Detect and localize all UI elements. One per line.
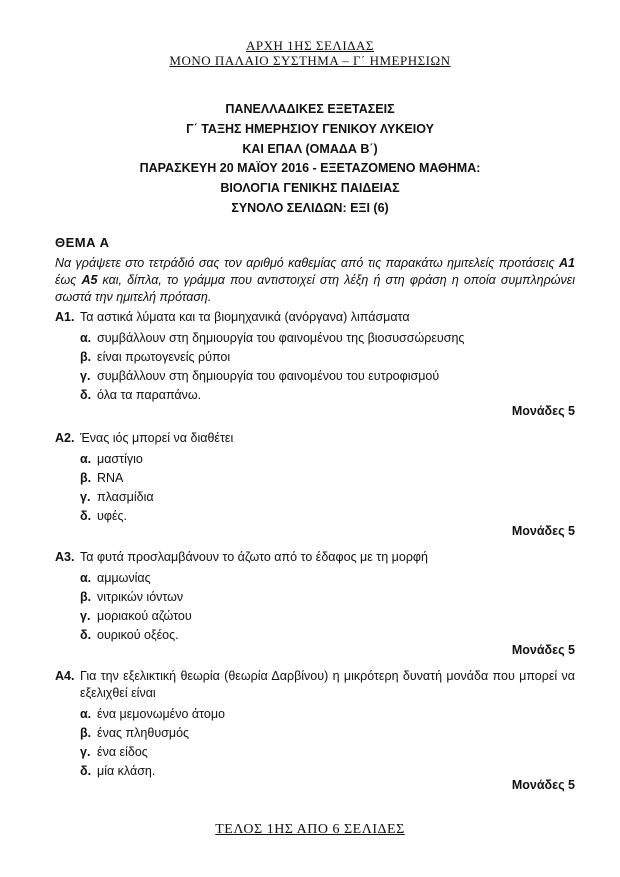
section-heading: ΘΕΜΑ Α bbox=[55, 235, 110, 250]
option-letter: β. bbox=[80, 726, 92, 740]
exam-title-block bbox=[0, 100, 620, 219]
instruction-ref: Α1 bbox=[559, 256, 575, 270]
answer-option bbox=[80, 608, 575, 625]
option-text: όλα τα παραπάνω. bbox=[97, 388, 202, 402]
instruction-ref: Α5 bbox=[81, 273, 98, 287]
option-text: RNA bbox=[97, 471, 124, 485]
instruction-text: έως bbox=[55, 273, 82, 287]
title-line: ΠΑΝΕΛΛΑΔΙΚΕΣ ΕΞΕΤΑΣΕΙΣ bbox=[225, 102, 395, 116]
question-number: Α3. bbox=[55, 550, 75, 564]
question-number: Α2. bbox=[55, 431, 75, 445]
option-letter: β. bbox=[80, 590, 92, 604]
option-text: υφές. bbox=[97, 509, 128, 523]
option-letter: γ. bbox=[80, 369, 91, 383]
question-a4 bbox=[55, 668, 575, 780]
answer-option bbox=[80, 706, 575, 723]
option-letter: β. bbox=[80, 350, 92, 364]
page-header-start bbox=[0, 38, 620, 54]
option-text: μαστίγιο bbox=[97, 452, 143, 466]
question-stem: Για την εξελικτική θεωρία (θεωρία Δαρβίνου) η μικρότερη δυνατή μονάδα που μπορεί να εξελιχθεί είναι bbox=[80, 669, 575, 700]
option-letter: α. bbox=[80, 571, 92, 585]
option-letter: α. bbox=[80, 331, 92, 345]
question-number: Α1. bbox=[55, 310, 75, 324]
option-text: μοριακού αζώτου bbox=[97, 609, 192, 623]
title-line: ΚΑΙ ΕΠΑΛ (ΟΜΑΔΑ Β΄) bbox=[242, 141, 378, 156]
title-line: ΠΑΡΑΣΚΕΥΗ 20 ΜΑΪΟΥ 2016 - ΕΞΕΤΑΖΟΜΕΝΟ ΜΑΘΗΜΑ: bbox=[139, 161, 481, 176]
question-stem: Τα φυτά προσλαμβάνουν το άζωτο από το έδαφος με τη μορφή bbox=[80, 550, 428, 564]
answer-option bbox=[80, 470, 575, 487]
answer-option bbox=[80, 725, 575, 742]
question-a3 bbox=[55, 549, 575, 644]
marks-a4: Μονάδες 5 bbox=[511, 778, 575, 792]
option-letter: β. bbox=[80, 471, 92, 485]
option-text: ένα είδος bbox=[97, 745, 148, 759]
option-letter: α. bbox=[80, 452, 92, 466]
title-line: ΣΥΝΟΛΟ ΣΕΛΙΔΩΝ: ΕΞΙ (6) bbox=[231, 200, 389, 215]
answer-option bbox=[80, 744, 575, 761]
instruction-text: και, δίπλα, το γράμμα που αντιστοιχεί στη λέξη ή στη φράση η οποία συμπληρώνει σωστά την ημιτελή πρόταση. bbox=[55, 273, 576, 304]
question-stem: Ένας ιός μπορεί να διαθέτει bbox=[80, 431, 234, 445]
option-text: μία κλάση. bbox=[97, 764, 156, 778]
option-text: είναι πρωτογενείς ρύποι bbox=[97, 350, 231, 364]
answer-option bbox=[80, 489, 575, 506]
option-text: συμβάλλουν στη δημιουργία του φαινομένου της βιοσυσσώρευσης bbox=[97, 331, 465, 345]
answer-option bbox=[80, 330, 575, 347]
answer-option bbox=[80, 451, 575, 468]
answer-option bbox=[80, 368, 575, 385]
option-text: πλασμίδια bbox=[97, 490, 154, 504]
option-text: νιτρικών ιόντων bbox=[97, 590, 184, 604]
answer-option bbox=[80, 570, 575, 587]
marks-a2: Μονάδες 5 bbox=[511, 524, 575, 538]
answer-option bbox=[80, 508, 575, 525]
footer-text: ΤΕΛΟΣ 1ΗΣ ΑΠΟ 6 ΣΕΛΙΔΕΣ bbox=[215, 822, 405, 837]
header-line-1: ΑΡΧΗ 1ΗΣ ΣΕΛΙΔΑΣ bbox=[246, 38, 374, 53]
section-instruction bbox=[55, 255, 575, 306]
option-letter: δ. bbox=[80, 388, 92, 402]
option-letter: γ. bbox=[80, 490, 91, 504]
question-number: Α4. bbox=[55, 669, 75, 683]
marks-a1: Μονάδες 5 bbox=[511, 404, 575, 418]
page-footer bbox=[0, 822, 620, 838]
answer-option bbox=[80, 349, 575, 366]
option-text: ένας πληθυσμός bbox=[97, 726, 190, 740]
question-a1 bbox=[55, 309, 575, 404]
page-header-system bbox=[0, 53, 620, 69]
option-text: ουρικού οξέος. bbox=[97, 628, 179, 642]
option-text: συμβάλλουν στη δημιουργία του φαινομένου του ευτροφισμού bbox=[97, 369, 440, 383]
option-letter: δ. bbox=[80, 628, 92, 642]
option-letter: δ. bbox=[80, 509, 92, 523]
option-letter: δ. bbox=[80, 764, 92, 778]
answer-option bbox=[80, 763, 575, 780]
question-stem: Τα αστικά λύματα και τα βιομηχανικά (ανόργανα) λιπάσματα bbox=[80, 310, 410, 324]
marks-a3: Μονάδες 5 bbox=[511, 643, 575, 657]
question-a2 bbox=[55, 430, 575, 525]
option-letter: γ. bbox=[80, 745, 91, 759]
title-line: Γ΄ ΤΑΞΗΣ ΗΜΕΡΗΣΙΟΥ ΓΕΝΙΚΟΥ ΛΥΚΕΙΟΥ bbox=[186, 121, 434, 136]
answer-option bbox=[80, 387, 575, 404]
option-letter: γ. bbox=[80, 609, 91, 623]
option-letter: α. bbox=[80, 707, 92, 721]
option-text: αμμωνίας bbox=[97, 571, 151, 585]
answer-option bbox=[80, 627, 575, 644]
title-line: ΒΙΟΛΟΓΙΑ ΓΕΝΙΚΗΣ ΠΑΙΔΕΙΑΣ bbox=[220, 181, 400, 196]
answer-option bbox=[80, 589, 575, 606]
option-text: ένα μεμονωμένο άτομο bbox=[97, 707, 226, 721]
header-line-2: ΜΟΝΟ ΠΑΛΑΙΟ ΣΥΣΤΗΜΑ – Γ΄ ΗΜΕΡΗΣΙΩΝ bbox=[169, 53, 451, 68]
instruction-text: Να γράψετε στο τετράδιό σας τον αριθμό καθεμίας από τις παρακάτω ημιτελείς προτάσεις bbox=[55, 256, 560, 270]
